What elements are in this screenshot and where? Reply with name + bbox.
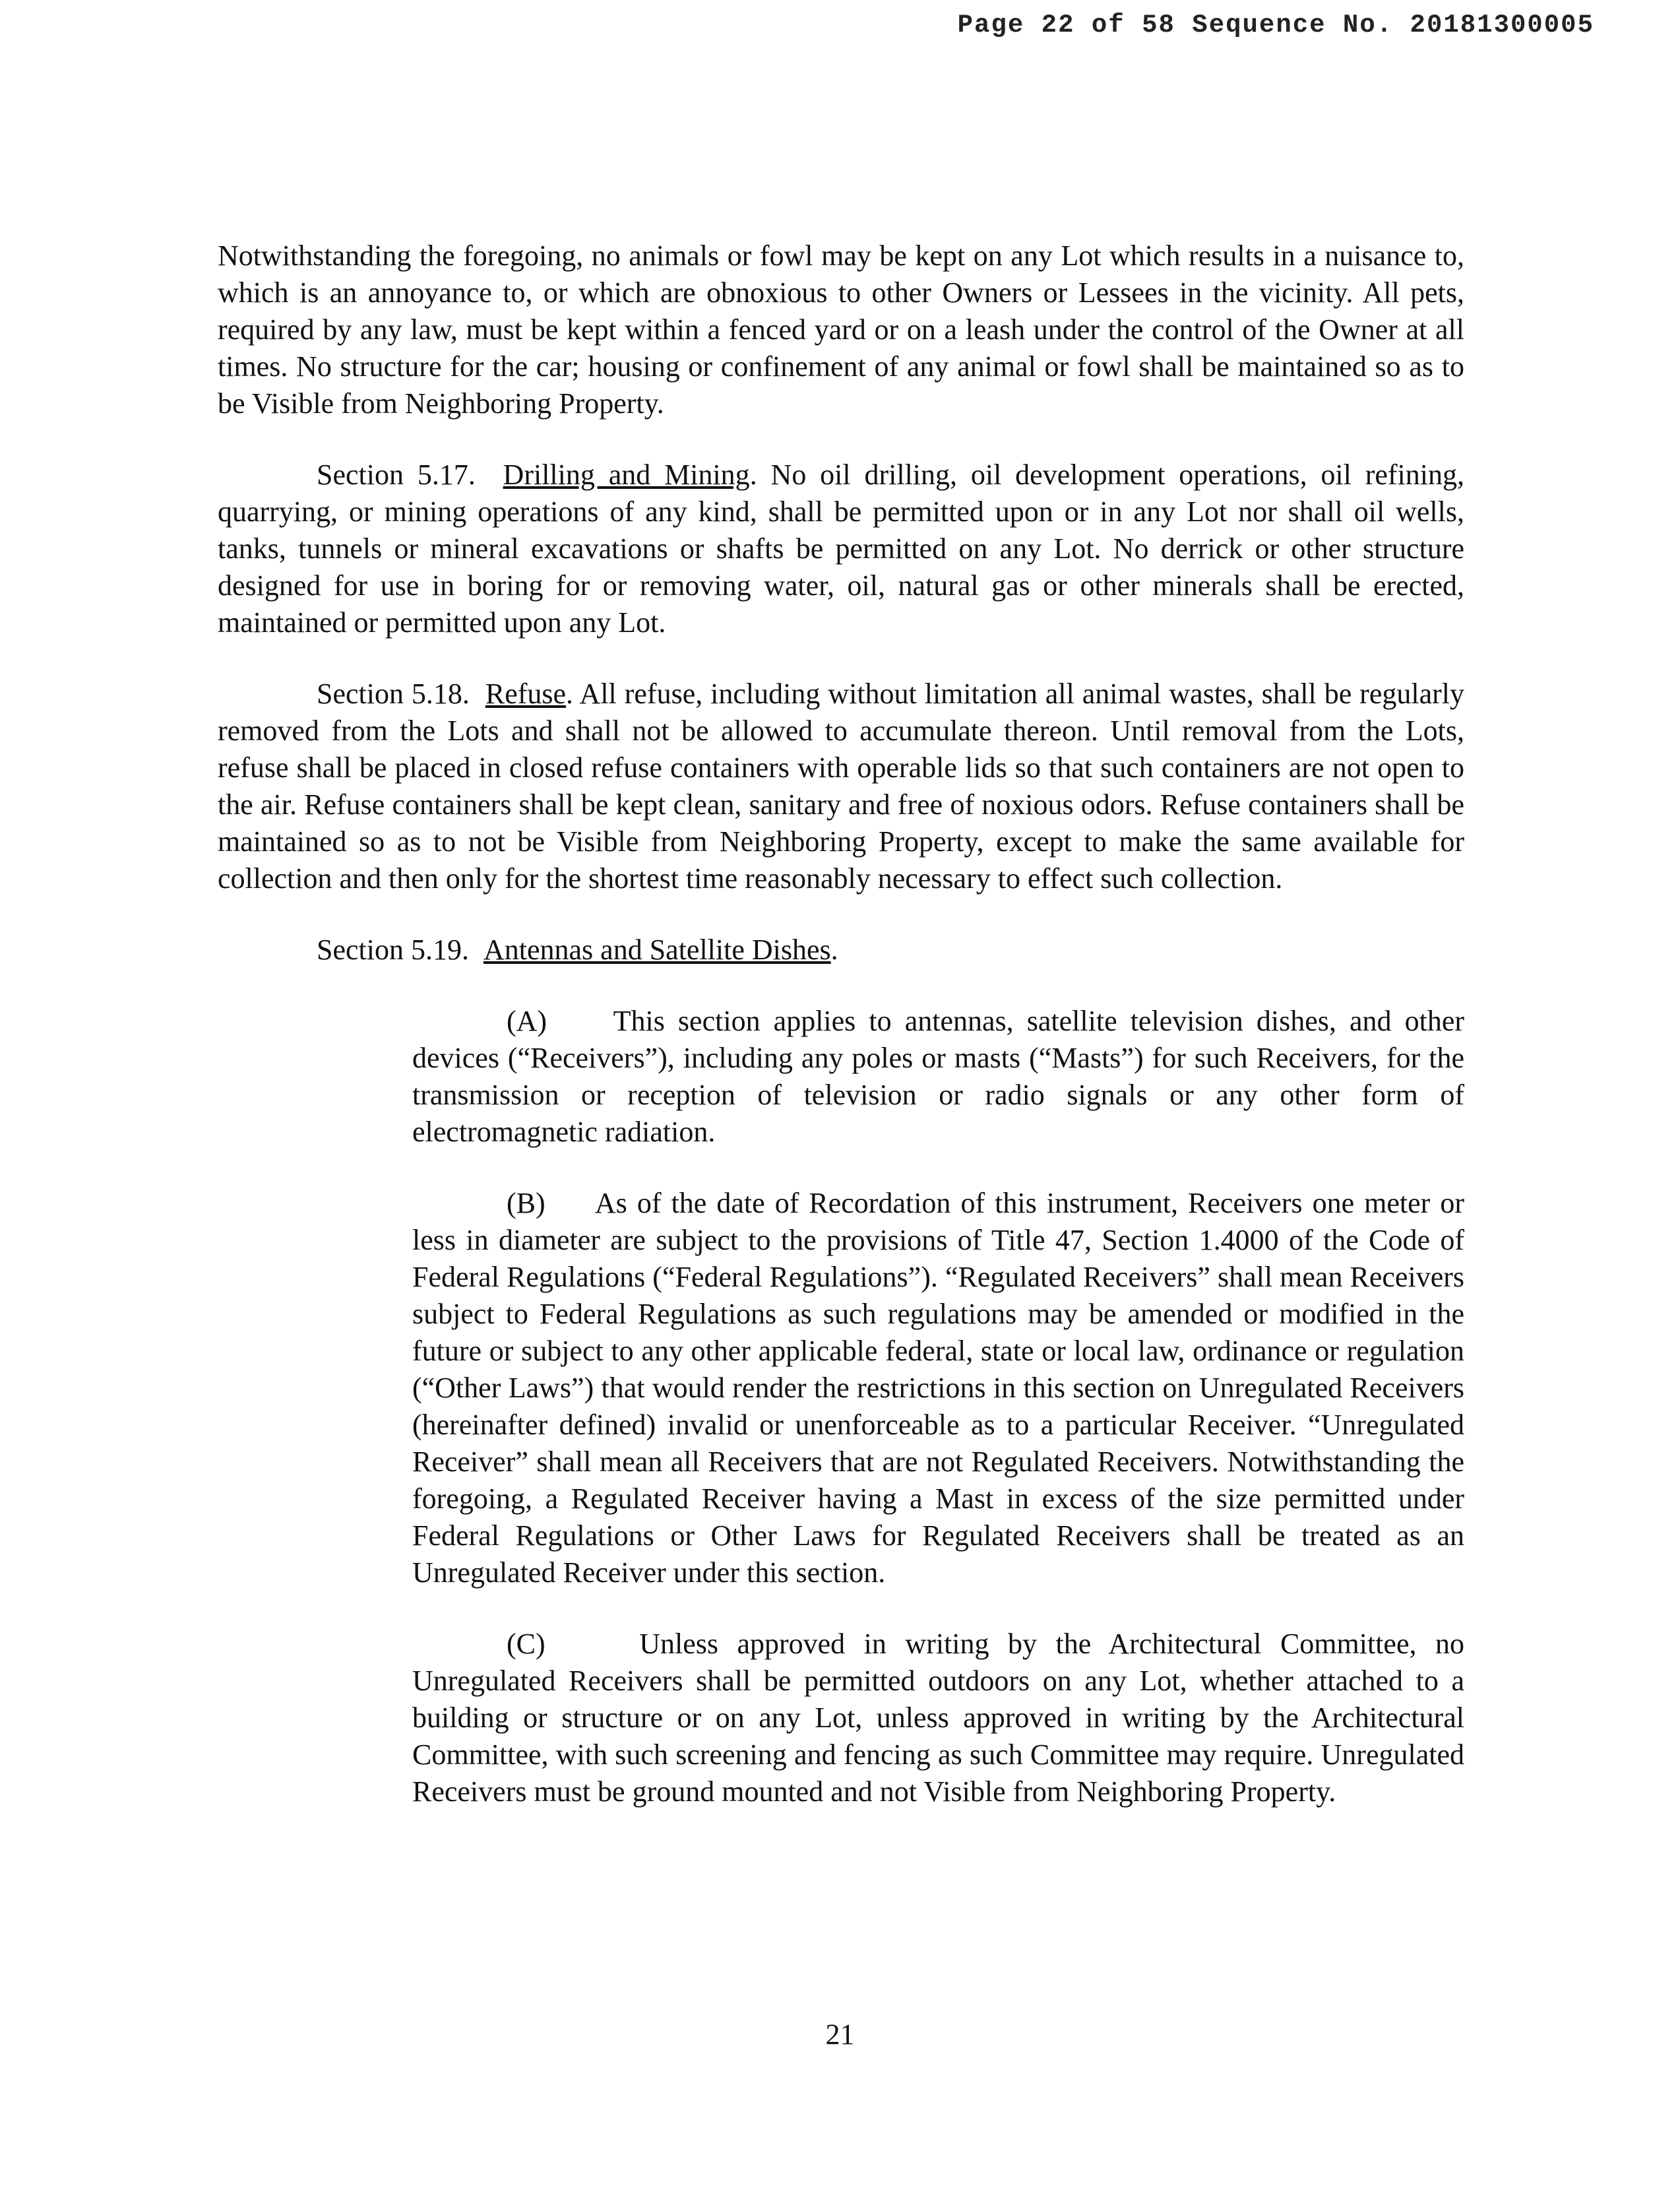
section-5-19-number: Section 5.19. xyxy=(317,934,469,966)
section-5-17-title: Drilling and Mining xyxy=(503,459,750,491)
intro-paragraph xyxy=(218,238,1464,422)
subsection-a-label: (A) xyxy=(507,1005,547,1037)
subsection-b xyxy=(412,1185,1464,1591)
section-5-19-heading xyxy=(218,932,1464,969)
page-number: 21 xyxy=(825,2018,855,2050)
section-5-18 xyxy=(218,676,1464,897)
section-5-19-heading-line xyxy=(218,932,1464,969)
section-5-17-number: Section 5.17. xyxy=(317,459,476,491)
section-5-18-text: . All refuse, including without limitation all animal wastes, shall be regularly removed from the Lots and shall not be allowed to accumulate thereon. Until removal from the Lots, refuse shall be placed in closed refuse containers with operable lids so that such containers are not open to the air. Refuse containers shall be kept clean, sanitary and free of noxious odors. Refuse containers shall be maintained so as to not be Visible from Neighboring Property, except to make the same available for collection and then only for the shortest time reasonably necessary to effect such collection. xyxy=(218,678,1464,895)
subsection-b-label: (B) xyxy=(507,1187,545,1219)
section-5-19-title-end: . xyxy=(830,934,838,966)
subsection-c-label: (C) xyxy=(507,1628,545,1660)
section-5-17-paragraph xyxy=(218,457,1464,641)
subsection-a-paragraph xyxy=(412,1003,1464,1151)
intro-paragraph-text: Notwithstanding the foregoing, no animals or fowl may be kept on any Lot which results in a nuisance to, which is an annoyance to, or which are obnoxious to other Owners or Lessees in the vicinity. All pets, required by any law, must be kept within a fenced yard or on a leash under the control of the Owner at all times. No structure for the car; housing or confinement of any animal or fowl shall be maintained so as to be Visible from Neighboring Property. xyxy=(218,239,1464,420)
subsection-a xyxy=(412,1003,1464,1151)
subsection-a-text: This section applies to antennas, satellite television dishes, and other devices (“Receivers”), including any poles or masts (“Masts”) for such Receivers, for the transmission or reception of television or radio signals or any other form of electromagnetic radiation. xyxy=(412,1005,1465,1148)
subsection-c-paragraph xyxy=(412,1626,1464,1810)
section-5-18-title: Refuse xyxy=(485,678,567,710)
section-5-17-text: . No oil drilling, oil development operations, oil refining, quarrying, or mining operations of any kind, shall be permitted upon or in any Lot nor shall oil wells, tanks, tunnels or mineral excavations or shafts be permitted on any Lot. No derrick or other structure designed for use in boring for or removing water, oil, natural gas or other minerals shall be erected, maintained or permitted upon any Lot. xyxy=(218,459,1464,639)
page-sequence-stamp: Page 22 of 58 Sequence No. 20181300005 xyxy=(957,11,1594,40)
subsection-b-paragraph xyxy=(412,1185,1464,1591)
subsection-b-text: As of the date of Recordation of this instrument, Receivers one meter or less in diameter are subject to the provisions of Title 47, Section 1.4000 of the Code of Federal Regulations (“Federal Regulations”). “Regulated Receivers” shall mean Receivers subject to Federal Regulations as such regulations may be amended or modified in the future or subject to any other applicable federal, state or local law, ordinance or regulation (“Other Laws”) that would render the restrictions in this section on Unregulated Receivers (hereinafter defined) invalid or unenforceable as to a particular Receiver. “Unregulated Receiver” shall mean all Receivers that are not Regulated Receivers. Notwithstanding the foregoing, a Regulated Receiver having a Mast in excess of the size permitted under Federal Regulations or Other Laws for Regulated Receivers shall be treated as an Unregulated Receiver under this section. xyxy=(412,1187,1465,1589)
subsection-c xyxy=(412,1626,1464,1810)
section-5-17 xyxy=(218,457,1464,641)
section-5-18-paragraph xyxy=(218,676,1464,897)
section-5-18-number: Section 5.18. xyxy=(317,678,470,710)
subsection-c-text: Unless approved in writing by the Architectural Committee, no Unregulated Receivers shall be permitted outdoors on any Lot, whether attached to a building or structure or on any Lot, unless approved in writing by the Architectural Committee, with such screening and fencing as such Committee may require. Unregulated Receivers must be ground mounted and not Visible from Neighboring Property. xyxy=(412,1628,1464,1808)
document-page xyxy=(218,238,1464,1845)
section-5-19-title: Antennas and Satellite Dishes xyxy=(483,934,831,966)
